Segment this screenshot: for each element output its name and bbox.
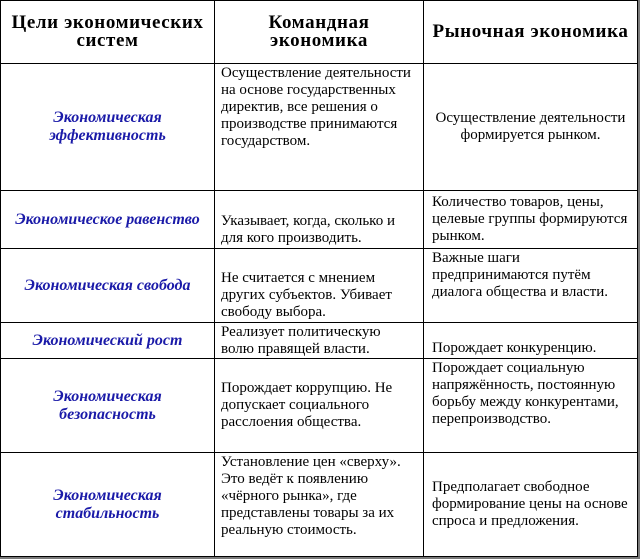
command-cell: Установление цен «сверху». Это ведёт к появлению «чёрного рынка», где представлены товары за их реальную стоимость. [215, 453, 424, 557]
market-cell: Количество товаров, цены, целевые группы формируются рынком. [424, 191, 638, 249]
goal-cell: Экономическая свобода [1, 249, 215, 323]
market-cell: Важные шаги предпринимаются путём диалога общества и власти. [424, 249, 638, 323]
table-header-row [1, 1, 638, 64]
table-row [1, 323, 638, 359]
header-command-economy: Командная экономика [215, 1, 424, 64]
goal-cell: Экономическая безопасность [1, 359, 215, 453]
command-cell: Порождает коррупцию. Не допускает социального расслоения общества. [215, 359, 424, 453]
market-cell: Осуществление деятельности формируется рынком. [424, 64, 638, 191]
table-row [1, 64, 638, 191]
header-market-economy: Рыночная экономика [424, 1, 638, 64]
market-cell: Порождает конкуренцию. [424, 323, 638, 359]
goal-cell: Экономическая эффективность [1, 64, 215, 191]
table-row [1, 453, 638, 557]
goal-cell: Экономическая стабильность [1, 453, 215, 557]
table-row [1, 191, 638, 249]
goal-cell: Экономический рост [1, 323, 215, 359]
table-row [1, 249, 638, 323]
command-cell: Указывает, когда, сколько и для кого производить. [215, 191, 424, 249]
header-goals: Цели экономических систем [1, 1, 215, 64]
goal-cell: Экономическое равенство [1, 191, 215, 249]
market-cell: Предполагает свободное формирование цены на основе спроса и предложения. [424, 453, 638, 557]
command-cell: Осуществление деятельности на основе государственных директив, все решения о производстве принимаются государством. [215, 64, 424, 191]
command-cell: Не считается с мнением других субъектов. Убивает свободу выбора. [215, 249, 424, 323]
table-row [1, 359, 638, 453]
market-cell: Порождает социальную напряжённость, постоянную борьбу между конкурентами, перепроизводство. [424, 359, 638, 453]
command-cell: Реализует политическую волю правящей власти. [215, 323, 424, 359]
